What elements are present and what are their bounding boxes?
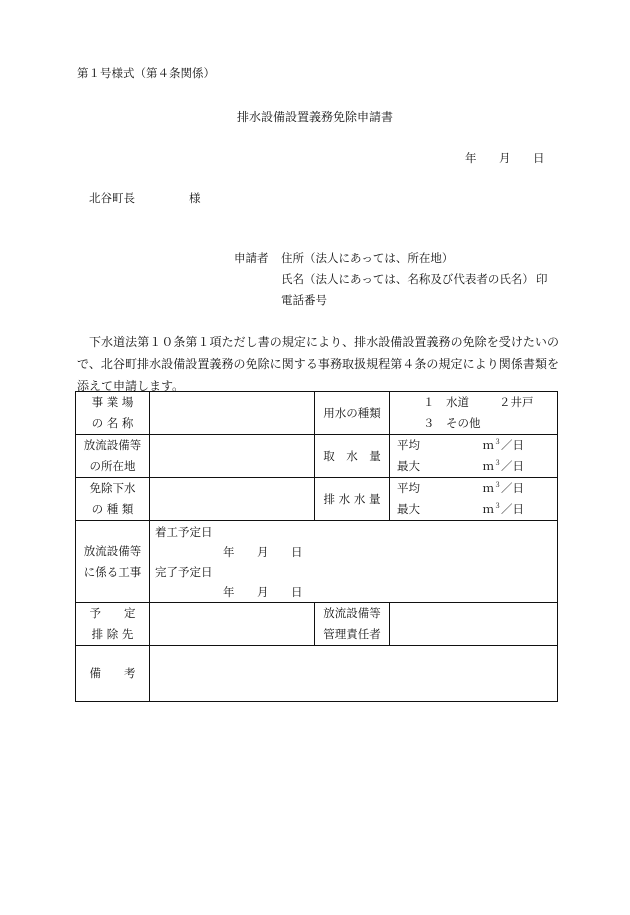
water-option-3: ３ その他 bbox=[423, 416, 481, 430]
field-sewer-type[interactable] bbox=[150, 478, 315, 521]
field-manager[interactable] bbox=[390, 603, 558, 646]
field-office-name[interactable] bbox=[150, 392, 315, 435]
label-drainage: 排 水 水 量 bbox=[315, 478, 390, 521]
field-water-type[interactable] bbox=[390, 392, 558, 435]
label-sewer-type: 免除下水 の 種 類 bbox=[76, 478, 150, 521]
form-number: 第１号様式（第４条関係） bbox=[77, 66, 215, 80]
label-office-name: 事 業 場 の 名 称 bbox=[76, 392, 150, 435]
addressee-honorific: 様 bbox=[189, 191, 201, 205]
drainage-avg-unit: ｍ$^3$／日 bbox=[482, 481, 524, 495]
addressee-name: 北谷町長 bbox=[89, 191, 135, 205]
label-destination: 予 定 排 除 先 bbox=[76, 603, 150, 646]
body-paragraph: 下水道法第１０条第１項ただし書の規定により、排水設備設置義務の免除を受けたいので、北谷町排水設備設置義務の免除に関する事務取扱規程第４条の規定により関係書類を添えて申請します。 bbox=[77, 335, 559, 393]
date-year: 年 bbox=[465, 151, 477, 165]
drainage-max-unit: ｍ$^3$／日 bbox=[482, 502, 524, 516]
field-construction[interactable] bbox=[150, 521, 558, 603]
applicant-name: 氏名（法人にあっては、名称及び代表者の氏名） bbox=[281, 272, 534, 286]
construction-end-label: 完了予定日 bbox=[155, 564, 213, 579]
drainage-avg-label: 平均 bbox=[397, 481, 420, 495]
seal-mark: 印 bbox=[536, 272, 548, 286]
water-option-2: ２井戸 bbox=[499, 395, 534, 409]
field-intake[interactable] bbox=[390, 435, 558, 478]
label-remarks: 備 考 bbox=[76, 646, 150, 702]
applicant-phone: 電話番号 bbox=[281, 293, 327, 307]
date-day: 日 bbox=[533, 151, 545, 165]
field-remarks[interactable] bbox=[150, 646, 558, 702]
applicant-address: 住所（法人にあっては、所在地） bbox=[281, 251, 454, 265]
intake-max-label: 最大 bbox=[397, 459, 420, 473]
document-title: 排水設備設置義務免除申請書 bbox=[236, 110, 393, 124]
drainage-max-label: 最大 bbox=[397, 502, 420, 516]
intake-max-unit: ｍ$^3$／日 bbox=[482, 459, 524, 473]
label-intake: 取 水 量 bbox=[315, 435, 390, 478]
applicant-label: 申請者 bbox=[234, 251, 269, 265]
construction-start-date: 年 月 日 bbox=[223, 544, 303, 559]
construction-start-label: 着工予定日 bbox=[155, 524, 213, 539]
label-manager: 放流設備等 管理責任者 bbox=[315, 603, 390, 646]
water-option-1: １ 水道 bbox=[423, 395, 469, 409]
label-construction: 放流設備等 に係る工事 bbox=[76, 521, 150, 603]
construction-end-date: 年 月 日 bbox=[223, 584, 303, 599]
application-table bbox=[75, 391, 558, 702]
date-month: 月 bbox=[499, 151, 511, 165]
intake-avg-unit: ｍ$^3$／日 bbox=[482, 438, 524, 452]
label-discharge-location: 放流設備等 の所在地 bbox=[76, 435, 150, 478]
label-water-type: 用水の種類 bbox=[315, 392, 390, 435]
field-discharge-location[interactable] bbox=[150, 435, 315, 478]
field-drainage[interactable] bbox=[390, 478, 558, 521]
intake-avg-label: 平均 bbox=[397, 438, 420, 452]
field-destination[interactable] bbox=[150, 603, 315, 646]
